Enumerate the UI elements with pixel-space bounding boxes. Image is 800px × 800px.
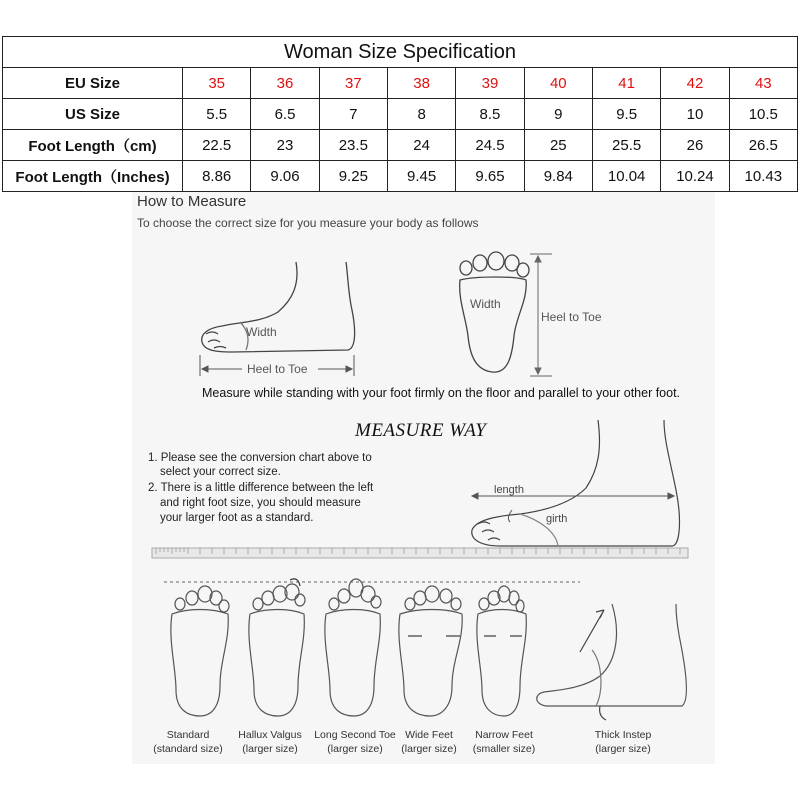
foot-type-narrow-feet [468, 728, 540, 756]
table-cell: 36 [251, 68, 319, 99]
foot-type-size: (larger size) [595, 743, 651, 755]
table-cell: 9.25 [319, 161, 387, 192]
table-cell: 37 [319, 68, 387, 99]
foot-type-thick-instep [588, 728, 658, 756]
table-cell: 10.24 [661, 161, 729, 192]
table-cell: 10.04 [592, 161, 660, 192]
table-cell: 24.5 [456, 130, 524, 161]
foot-type-wide-feet [398, 728, 460, 756]
table-cell: 5.5 [183, 99, 251, 130]
measure-note: Measure while standing with your foot firmly on the floor and parallel to your other foot. [202, 386, 681, 400]
table-cell: 9.65 [456, 161, 524, 192]
row-label-cm: Foot Length（cm) [3, 130, 183, 161]
table-cell: 9.5 [592, 99, 660, 130]
foot-type-name: Narrow Feet [475, 729, 533, 741]
table-cell: 41 [592, 68, 660, 99]
table-cell: 26 [661, 130, 729, 161]
foot-type-name: Wide Feet [405, 729, 453, 741]
top-length-label: Heel to Toe [541, 310, 602, 324]
table-cell: 8.5 [456, 99, 524, 130]
foot-type-name: Thick Instep [594, 729, 652, 741]
foot-type-name: Standard [166, 729, 210, 741]
foot-type-name: Hallux Valgus [238, 729, 302, 741]
step-2-line-2: and right foot size, you should measure [160, 497, 361, 509]
table-title-row [3, 37, 798, 68]
foot-type-name: Long Second Toe [314, 729, 396, 741]
table-row-inches [3, 161, 798, 192]
top-width-label: Width [470, 297, 501, 311]
girth-label: girth [546, 513, 568, 525]
table-row-cm [3, 130, 798, 161]
foot-type-size: (larger size) [242, 743, 298, 755]
row-label-inches: Foot Length（Inches) [3, 161, 183, 192]
table-cell: 38 [387, 68, 455, 99]
table-cell: 9 [524, 99, 592, 130]
table-cell: 39 [456, 68, 524, 99]
table-cell: 10.43 [729, 161, 797, 192]
table-cell: 42 [661, 68, 729, 99]
table-cell: 35 [183, 68, 251, 99]
table-cell: 23.5 [319, 130, 387, 161]
foot-type-size: (larger size) [401, 743, 457, 755]
size-table [2, 36, 798, 192]
how-to-title: How to Measure [137, 193, 247, 210]
table-cell: 26.5 [729, 130, 797, 161]
table-title: Woman Size Specification [3, 37, 798, 68]
table-row-eu [3, 68, 798, 99]
side-length-label: Heel to Toe [247, 362, 308, 376]
foot-type-standard [152, 728, 224, 756]
table-cell: 43 [729, 68, 797, 99]
table-cell: 25.5 [592, 130, 660, 161]
length-label: length [494, 484, 524, 496]
table-cell: 8.86 [183, 161, 251, 192]
table-row-us [3, 99, 798, 130]
foot-type-size: (standard size) [153, 743, 223, 755]
table-cell: 6.5 [251, 99, 319, 130]
table-cell: 9.84 [524, 161, 592, 192]
step-1-line-2: select your correct size. [160, 466, 281, 478]
row-label-us: US Size [3, 99, 183, 130]
table-cell: 9.06 [251, 161, 319, 192]
step-2-line-3: your larger foot as a standard. [160, 512, 314, 524]
table-cell: 25 [524, 130, 592, 161]
table-cell: 40 [524, 68, 592, 99]
side-width-label: Width [246, 325, 277, 339]
table-cell: 8 [387, 99, 455, 130]
how-to-subtitle: To choose the correct size for you measure your body as follows [137, 216, 479, 230]
step-1-line-1: 1. Please see the conversion chart above to [148, 452, 372, 464]
measure-way-title: MEASURE WAY [355, 420, 487, 441]
foot-type-long-second-toe [312, 728, 398, 756]
table-cell: 10 [661, 99, 729, 130]
table-cell: 7 [319, 99, 387, 130]
table-cell: 9.45 [387, 161, 455, 192]
row-label-eu: EU Size [3, 68, 183, 99]
table-cell: 22.5 [183, 130, 251, 161]
foot-type-hallux-valgus [234, 728, 306, 756]
table-cell: 24 [387, 130, 455, 161]
foot-type-size: (smaller size) [472, 743, 536, 755]
foot-type-size: (larger size) [327, 743, 383, 755]
table-cell: 23 [251, 130, 319, 161]
step-2-line-1: 2. There is a little difference between the left [148, 482, 374, 494]
table-cell: 10.5 [729, 99, 797, 130]
